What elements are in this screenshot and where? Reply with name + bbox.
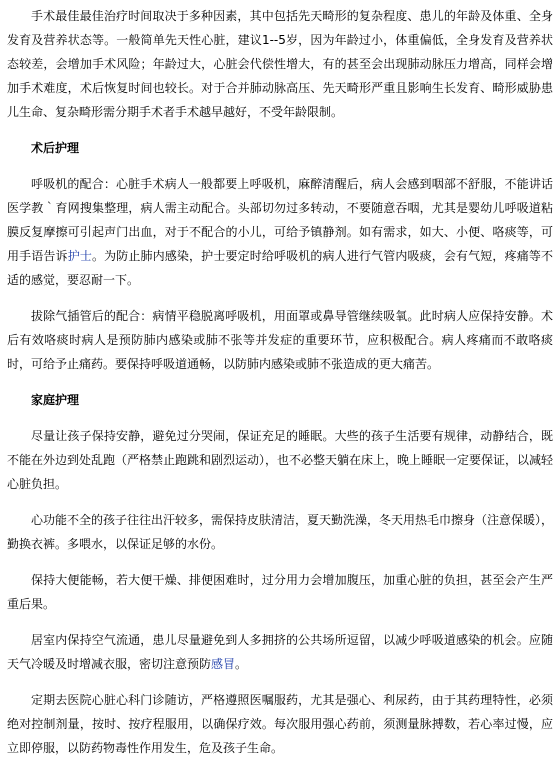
rest-paragraph: 尽量让孩子保持安静，避免过分哭闹，保证充足的睡眠。大些的孩子生活要有规律，动静结合，既不能在外边到处乱跑（严格禁止跑跳和剧烈运动），也不必整天躺在床上，晚上睡眠一定要保证，以减轻心脏负担。 xyxy=(7,429,554,491)
intro-paragraph: 手术最佳最佳治疗时间取决于多种因素，其中包括先天畸形的复杂程度、患儿的年龄及体重、全身发育及营养状态等。一般简单先天性心脏，建议1--5岁，因为年龄过小，体重偏低，全身发育及营养状态较差，会增加手术风险；年龄过大，心脏会代偿性增大，有的甚至会出现肺动脉压力增高，同样会增加手术难度，术后恢复时间也较长。对于合并肺动脉高压、先天畸形严重且影响生长发育、畸形威胁患儿生命、复杂畸形需分期手术者手术越早越好，不受年龄限制。 xyxy=(7,9,553,119)
ventilator-paragraph xyxy=(7,172,553,292)
ventilator-text-end: 。为防止肺内感染，护士要定时给呼吸机的病人进行气管内吸痰，会有气短，疼痛等不适的感觉，要忍耐一下。 xyxy=(7,249,553,287)
hygiene-paragraph: 心功能不全的孩子往往出汗较多，需保持皮肤清洁，夏天勤洗澡，冬天用热毛巾擦身（注意保暖），勤换衣裤。多喂水，以保证足够的水份。 xyxy=(7,513,554,551)
bowel-paragraph: 保持大便能畅，若大便干燥、排便困难时，过分用力会增加腹压，加重心脏的负担，甚至会产生严重后果。 xyxy=(7,573,553,611)
ventilation-text: 居室内保持空气流通，患儿尽量避免到人多拥挤的公共场所逗留，以减少呼吸道感染的机会。应随天气冷暖及时增减衣服，密切注意预防 xyxy=(7,633,553,671)
nurse-link[interactable]: 护士 xyxy=(67,249,92,263)
cold-link[interactable]: 感冒 xyxy=(211,657,236,671)
section-heading-postop: 术后护理 xyxy=(31,141,80,155)
followup-paragraph: 定期去医院心脏心科门诊随访，严格遵照医嘱服药，尤其是强心、利尿药，由于其药理特性，必须绝对控制剂量，按时、按疗程服用，以确保疗效。每次服用强心药前，须测量脉搏数，若心率过慢，应立即停服，以防药物毒性作用发生，危及孩子生命。 xyxy=(7,693,553,755)
section-heading-home: 家庭护理 xyxy=(31,393,80,407)
ventilator-text: 呼吸机的配合：心脏手术病人一般都要上呼吸机，麻醉清醒后，病人会感到咽部不舒服，不能讲话医学教｀育网搜集整理，病人需主动配合。头部切勿过多转动，不要随意吞咽，尤其是婴幼儿呼吸道粘膜反复摩擦可引起声门出血，对于不配合的小儿，可给予镇静剂。如有需求，如大、小便、咯痰等，可用手语告诉 xyxy=(7,177,553,263)
ventilation-paragraph xyxy=(7,628,553,676)
extubation-paragraph: 拔除气插管后的配合：病情平稳脱离呼吸机，用面罩或鼻导管继续吸氧。此时病人应保持安静。术后有效咯痰时病人是预防肺内感染或肺不张等并发症的重要环节，应积极配合。病人疼痛而不敢咯痰时，可给予止痛药。要保持呼吸道通畅，以防肺内感染或肺不张造成的更大痛苦。 xyxy=(7,309,553,371)
ventilation-text-end: 。 xyxy=(235,657,248,671)
